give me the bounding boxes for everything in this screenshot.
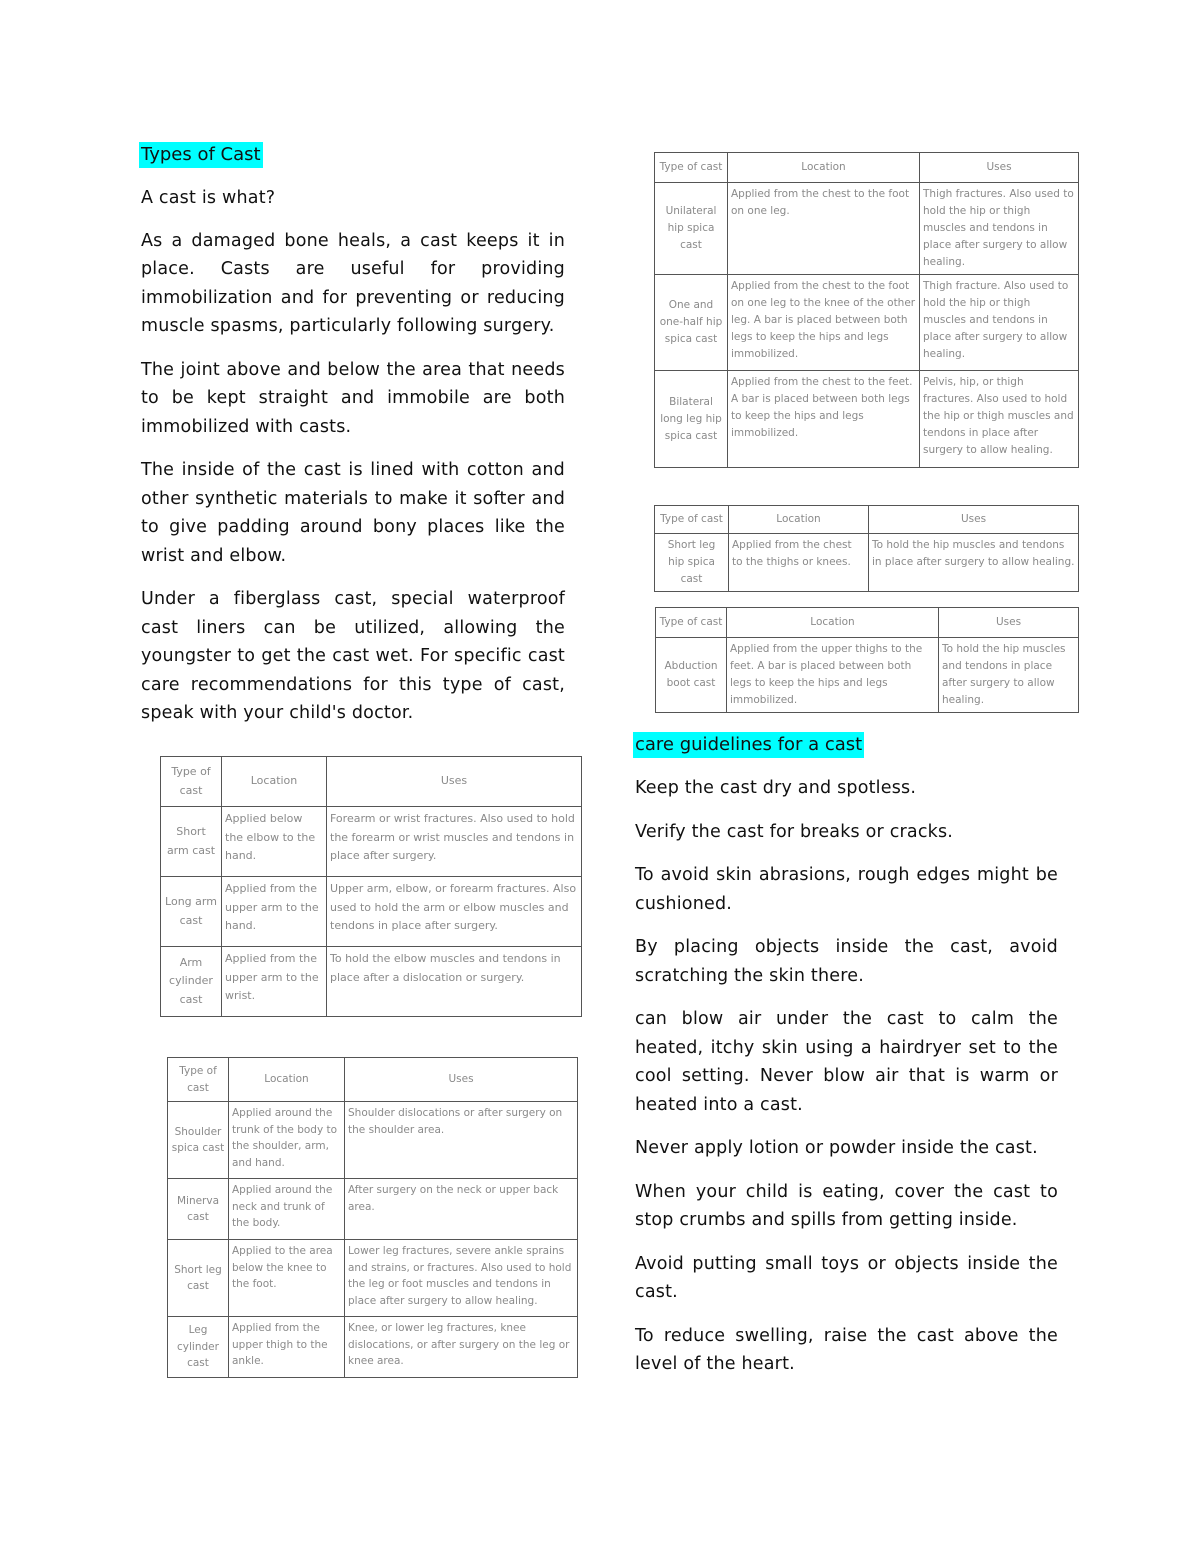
table-row [655, 534, 1079, 592]
cell-type: Shoulder spica cast [168, 1102, 229, 1179]
guideline-paragraph: When your child is eating, cover the cast to stop crumbs and spills from getting inside. [635, 1181, 1058, 1230]
table-row [161, 877, 582, 947]
cell-type: Long arm cast [161, 877, 222, 947]
header-uses: Uses [345, 1058, 578, 1102]
header-uses: Uses [869, 506, 1079, 534]
cell-type: Arm cylinder cast [161, 947, 222, 1017]
guideline-paragraph: can blow air under the cast to calm the heated, itchy skin using a hairdryer set to the cool setting. Never blow air that is warm or heated into a cast. [635, 1009, 1058, 1115]
cell-location: Applied from the chest to the feet. A bar is placed between both legs to keep the hips and legs immobilized. [728, 371, 920, 468]
table-row [168, 1240, 578, 1317]
cell-location: Applied from the upper arm to the wrist. [222, 947, 327, 1017]
cell-location: Applied around the neck and trunk of the body. [229, 1179, 345, 1240]
paragraph: As a damaged bone heals, a cast keeps it in place. Casts are useful for providing immobilization and for preventing or reducing muscle spasms, particularly following surgery. [141, 230, 565, 336]
table-row [168, 1102, 578, 1179]
cell-uses: To hold the elbow muscles and tendons in place after a dislocation or surgery. [327, 947, 582, 1017]
cell-type: Short arm cast [161, 807, 222, 877]
cell-uses: Lower leg fractures, severe ankle sprains and strains, or fractures. Also used to hold the leg or foot muscles and tendons in place after surgery to allow healing. [345, 1240, 578, 1317]
cell-uses: Pelvis, hip, or thigh fractures. Also used to hold the hip or thigh muscles and tendons in place after surgery to allow healing. [920, 371, 1079, 468]
table-row [161, 807, 582, 877]
guideline-paragraph: To avoid skin abrasions, rough edges might be cushioned. [635, 865, 1058, 914]
types-of-cast-heading: Types of Cast [139, 142, 263, 168]
cell-uses: Thigh fractures. Also used to hold the hip or thigh muscles and tendons in place after surgery to allow healing. [920, 183, 1079, 275]
cell-location: Applied around the trunk of the body to the shoulder, arm, and hand. [229, 1102, 345, 1179]
cell-uses: Knee, or lower leg fractures, knee dislocations, or after surgery on the leg or knee area. [345, 1317, 578, 1378]
right-column [635, 732, 1058, 1394]
cell-uses: Thigh fracture. Also used to hold the hip or thigh muscles and tendons in place after surgery to allow healing. [920, 275, 1079, 371]
table-row [168, 1317, 578, 1378]
body-leg-casts-table [167, 1057, 578, 1378]
guideline-paragraph: Keep the cast dry and spotless. [635, 778, 917, 798]
paragraph: The joint above and below the area that needs to be kept straight and immobile are both immobilized with casts. [141, 359, 565, 437]
short-leg-hip-spica-table [654, 505, 1079, 592]
cell-uses: Shoulder dislocations or after surgery on the shoulder area. [345, 1102, 578, 1179]
cell-uses: To hold the hip muscles and tendons in place after surgery to allow healing. [939, 638, 1079, 713]
abduction-boot-table [655, 607, 1079, 713]
table-row [161, 947, 582, 1017]
header-location: Location [727, 608, 939, 638]
cell-uses: To hold the hip muscles and tendons in place after surgery to allow healing. [869, 534, 1079, 592]
cell-type: Bilateral long leg hip spica cast [655, 371, 728, 468]
arm-casts-table [160, 756, 582, 1017]
cell-type: Abduction boot cast [656, 638, 727, 713]
table-row [655, 371, 1079, 468]
cell-type: Minerva cast [168, 1179, 229, 1240]
cell-uses: Upper arm, elbow, or forearm fractures. Also used to hold the arm or elbow muscles and tendons in place after surgery. [327, 877, 582, 947]
guideline-paragraph: Verify the cast for breaks or cracks. [635, 821, 954, 842]
table-row [655, 183, 1079, 275]
cell-type: Unilateral hip spica cast [655, 183, 728, 275]
table-row [168, 1179, 578, 1240]
header-uses: Uses [939, 608, 1079, 638]
cell-location: Applied from the upper thigh to the ankle. [229, 1317, 345, 1378]
cell-location: Applied to the area below the knee to the foot. [229, 1240, 345, 1317]
cell-location: Applied below the elbow to the hand. [222, 807, 327, 877]
cell-type: Leg cylinder cast [168, 1317, 229, 1378]
cell-location: Applied from the chest to the foot on one leg. [728, 183, 920, 275]
cell-uses: Forearm or wrist fractures. Also used to hold the forearm or wrist muscles and tendons in place after surgery. [327, 807, 582, 877]
question-text: A cast is what? [141, 188, 276, 208]
guideline-paragraph: To reduce swelling, raise the cast above the level of the heart. [635, 1325, 1058, 1374]
left-column [141, 142, 565, 743]
cell-location: Applied from the chest to the thighs or knees. [729, 534, 869, 592]
hip-spica-casts-table [654, 152, 1079, 468]
header-type: Type of cast [161, 757, 222, 807]
cell-location: Applied from the chest to the foot on one leg to the knee of the other leg. A bar is placed between both legs to keep the hips and legs immobilized. [728, 275, 920, 371]
header-type: Type of cast [656, 608, 727, 638]
cell-type: Short leg cast [168, 1240, 229, 1317]
guideline-paragraph: Avoid putting small toys or objects inside the cast. [635, 1253, 1058, 1302]
header-location: Location [222, 757, 327, 807]
header-location: Location [229, 1058, 345, 1102]
cell-location: Applied from the upper thighs to the feet. A bar is placed between both legs to keep the hips and legs immobilized. [727, 638, 939, 713]
paragraph: The inside of the cast is lined with cotton and other synthetic materials to make it softer and to give padding around bony places like the wrist and elbow. [141, 460, 565, 566]
paragraph: Under a fiberglass cast, special waterproof cast liners can be utilized, allowing the youngster to get the cast wet. For specific cast care recommendations for this type of cast, speak with your child's doctor. [141, 589, 565, 723]
cell-type: One and one-half hip spica cast [655, 275, 728, 371]
table-row [655, 275, 1079, 371]
header-uses: Uses [327, 757, 582, 807]
cell-type: Short leg hip spica cast [655, 534, 729, 592]
guideline-paragraph: By placing objects inside the cast, avoid scratching the skin there. [635, 937, 1058, 986]
header-location: Location [728, 153, 920, 183]
header-uses: Uses [920, 153, 1079, 183]
header-type: Type of cast [655, 153, 728, 183]
header-type: Type of cast [168, 1058, 229, 1102]
cell-uses: After surgery on the neck or upper back area. [345, 1179, 578, 1240]
guideline-paragraph: Never apply lotion or powder inside the cast. [635, 1138, 1038, 1158]
table-row [656, 638, 1079, 713]
cell-location: Applied from the upper arm to the hand. [222, 877, 327, 947]
care-guidelines-heading: care guidelines for a cast [633, 732, 864, 758]
header-location: Location [729, 506, 869, 534]
header-type: Type of cast [655, 506, 729, 534]
